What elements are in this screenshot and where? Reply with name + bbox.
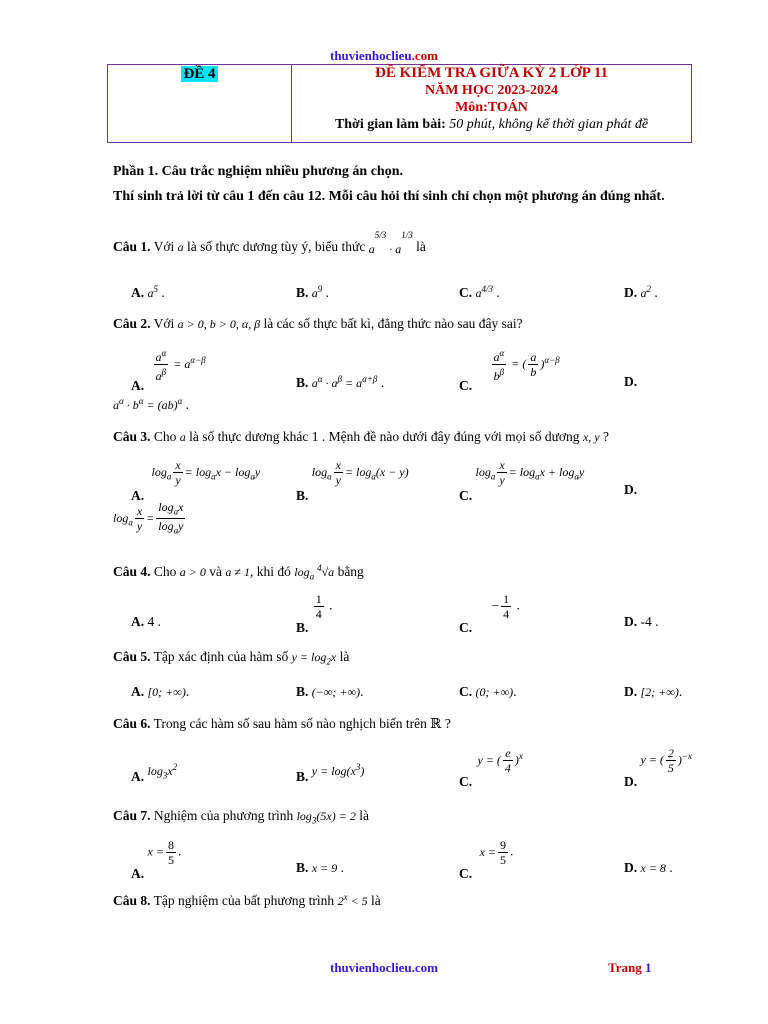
- q3-option-d-content: $\log_a$ $\frac{x}{y}$ = $\frac{\log_ax}{\log_ay}$: [113, 500, 184, 536]
- q1-option-b[interactable]: B. $a^9$ .: [296, 284, 330, 300]
- exam-code-cell: [108, 65, 292, 143]
- question-text: Nghiệm của phương trình: [150, 808, 297, 823]
- q5-option-b[interactable]: B. (−∞; +∞).: [296, 684, 364, 699]
- exam-info-cell: [292, 65, 692, 143]
- question-text: là: [412, 239, 426, 254]
- page-number: [608, 960, 651, 976]
- q2-option-d[interactable]: D.: [624, 374, 638, 389]
- question-label: Câu 7.: [113, 808, 151, 823]
- question-6: Câu 6. Trong các hàm số sau hàm số nào nghịch biến trên ℝ ?: [113, 716, 451, 731]
- q7-option-d[interactable]: D. x = 8 .: [624, 860, 673, 875]
- q5-option-a[interactable]: A. [0; +∞).: [131, 684, 190, 699]
- q4-option-d[interactable]: D. -4 .: [624, 614, 659, 629]
- q2-option-b[interactable]: B. $a^\alpha \cdot a^\beta = a^{\alpha+\beta}$ .: [296, 374, 385, 390]
- page-label: Trang: [608, 960, 645, 975]
- question-label: Câu 8.: [113, 893, 151, 908]
- q1-option-a[interactable]: A. $a^5$ .: [131, 284, 165, 300]
- q3-option-a[interactable]: A. $\log_a$ $\frac{x}{y}$ = $\log_ax - \log_ay$: [131, 458, 261, 503]
- question-text: Tập xác định của hàm số: [150, 649, 292, 664]
- question-text: là số thực dương khác 1 . Mệnh đề nào dưới đây đúng với mọi số dương: [185, 429, 583, 444]
- q4-option-c[interactable]: C. − $\frac{1}{4}$ .: [459, 592, 520, 635]
- q6-option-a[interactable]: A. $\log_3x^2$: [131, 762, 178, 784]
- q5-option-d[interactable]: D. [2; +∞).: [624, 684, 683, 699]
- q6-option-c[interactable]: C. y = ( $\frac{e}{4}$ )$^x$: [459, 746, 523, 789]
- part1-instruction: Thí sinh trả lời từ câu 1 đến câu 12. Mỗi câu hỏi thí sinh chỉ chọn một phương án đúng nhất.: [113, 189, 665, 204]
- question-8: Câu 8. Tập nghiệm của bất phương trình $2^x < 5$ là: [113, 892, 381, 908]
- question-label: Câu 1.: [113, 239, 151, 254]
- site-name: thuvienhoclieu: [330, 48, 412, 63]
- q5-option-c[interactable]: C. (0; +∞).: [459, 684, 517, 699]
- question-label: Câu 2.: [113, 316, 151, 331]
- subject: Môn:TOÁN: [455, 100, 528, 115]
- question-1: Câu 1. Với a là số thực dương tùy ý, biểu thức $a^{5/3} \cdot a^{1/3}$ là: [113, 230, 426, 256]
- school-year: NĂM HỌC 2023-2024: [425, 83, 558, 98]
- site-tld: .com: [411, 48, 438, 63]
- question-label: Câu 5.: [113, 649, 151, 664]
- footer-site[interactable]: thuvienhoclieu.com: [330, 960, 438, 975]
- q1-option-d[interactable]: D. $a^2$ .: [624, 284, 658, 300]
- question-text: là: [355, 808, 369, 823]
- question-text: Với: [150, 239, 178, 254]
- question-5: Câu 5. Tập xác định của hàm số $y = \log_2x$ là: [113, 649, 350, 667]
- question-text: , khi đó: [249, 564, 295, 579]
- question-4: Câu 4. Cho a > 0 và a ≠ 1, khi đó $\log_a ^4√a$ bằng: [113, 563, 364, 582]
- question-7: Câu 7. Nghiệm của phương trình $\log_3(5x) = 2$ là: [113, 808, 369, 826]
- q4-option-b[interactable]: B. $\frac{1}{4}$ .: [296, 592, 333, 635]
- question-text: bằng: [334, 564, 364, 579]
- question-text: là: [367, 893, 381, 908]
- q2-option-a[interactable]: A. $\frac{a^\alpha}{a^\beta}$ = $a^{\alpha-\beta}$: [131, 348, 206, 393]
- q1-option-c[interactable]: C. $a^{4/3}$ .: [459, 284, 500, 300]
- time-info: [292, 116, 691, 134]
- question-text: Trong các hàm số sau hàm số nào nghịch biến trên: [150, 716, 431, 731]
- question-text: ?: [441, 716, 451, 731]
- exam-title: ĐỀ KIỂM TRA GIỮA KỲ 2 LỚP 11: [375, 65, 608, 81]
- site-header: [0, 48, 768, 64]
- q7-option-b[interactable]: B. x = 9 .: [296, 860, 344, 875]
- question-text: là các số thực bất kì, đẳng thức nào sau đây sai?: [260, 316, 523, 331]
- option-value: 4 .: [147, 614, 161, 629]
- question-text: Tập nghiệm của bất phương trình: [150, 893, 338, 908]
- question-text: Với: [150, 316, 178, 331]
- question-text: ?: [599, 429, 609, 444]
- option-value: -4 .: [640, 614, 659, 629]
- q2-option-d-content: $a^\alpha \cdot b^\alpha = (ab)^\alpha$ .: [113, 396, 190, 412]
- page-value: 1: [644, 960, 652, 975]
- q6-option-d[interactable]: D. y = ( $\frac{2}{5}$ )$^{-x}$: [624, 746, 692, 789]
- q7-option-a[interactable]: A. x = $\frac{8}{5}$ .: [131, 838, 182, 881]
- question-2: Câu 2. Với a > 0, b > 0, α, β là các số thực bất kì, đẳng thức nào sau đây sai?: [113, 316, 523, 331]
- q2-option-c[interactable]: C. $\frac{a^\alpha}{b^\beta}$ = ( $\frac{a}{b}$ )$^{\alpha-\beta}$: [459, 348, 560, 393]
- q4-option-a[interactable]: A. 4 .: [131, 614, 161, 629]
- q7-option-c[interactable]: C. x = $\frac{9}{5}$ .: [459, 838, 514, 881]
- exam-header-table: [107, 64, 692, 143]
- q6-option-b[interactable]: B. $y = \log(x^3)$: [296, 762, 365, 784]
- part1-title: Phần 1. Câu trắc nghiệm nhiều phương án chọn.: [113, 164, 403, 179]
- question-label: Câu 4.: [113, 564, 151, 579]
- q3-option-c[interactable]: C. $\log_a$ $\frac{x}{y}$ = $\log_ax + \log_ay$: [459, 458, 585, 503]
- question-text: là: [336, 649, 350, 664]
- q3-option-d[interactable]: D.: [624, 482, 638, 497]
- question-label: Câu 3.: [113, 429, 151, 444]
- time-value: 50 phút, không kể thời gian phát đề: [445, 117, 649, 132]
- q3-option-b[interactable]: B. $\log_a$ $\frac{x}{y}$ = $\log_a(x - y)$: [296, 458, 409, 503]
- question-text: Cho: [150, 564, 180, 579]
- question-text: là số thực dương tùy ý, biểu thức: [183, 239, 369, 254]
- exam-code: ĐỀ 4: [183, 66, 216, 82]
- question-label: Câu 6.: [113, 716, 151, 731]
- question-3: Câu 3. Cho a là số thực dương khác 1 . Mệnh đề nào dưới đây đúng với mọi số dương x, y ?: [113, 429, 609, 444]
- question-text: và: [205, 564, 226, 579]
- time-label: Thời gian làm bài:: [334, 117, 446, 132]
- question-text: Cho: [150, 429, 180, 444]
